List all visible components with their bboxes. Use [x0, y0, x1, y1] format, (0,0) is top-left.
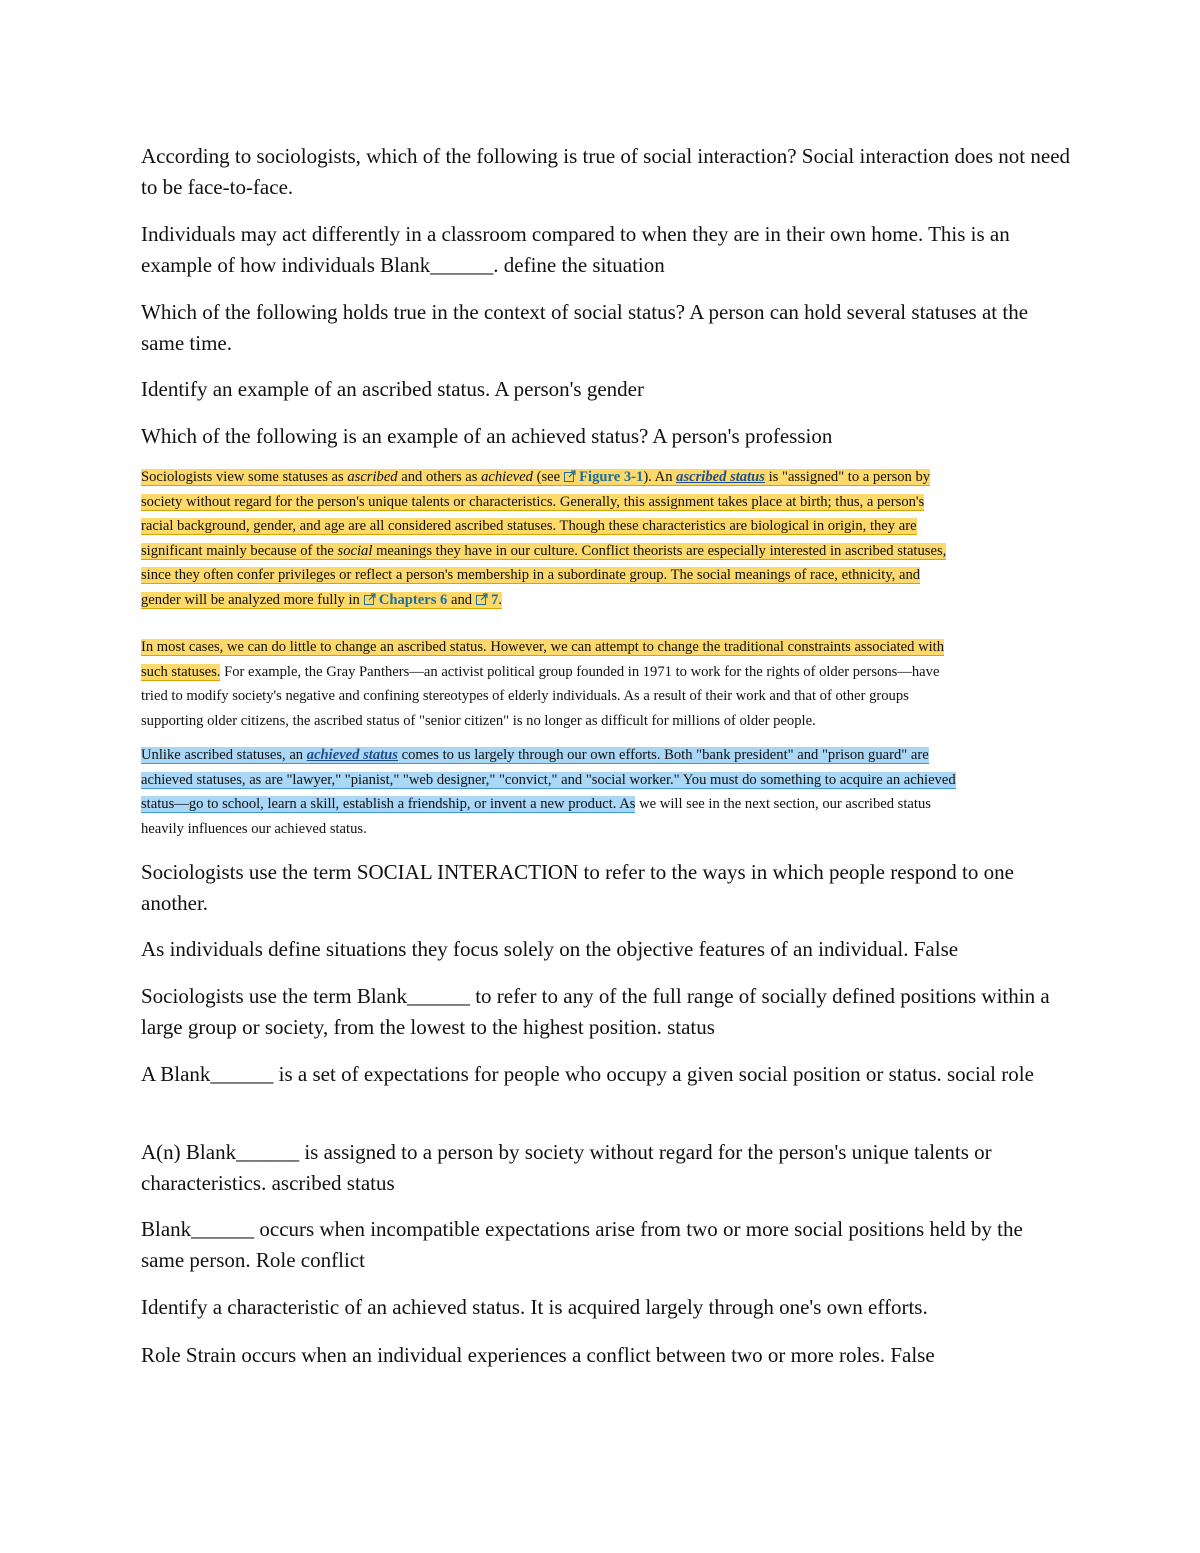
qa-item: A Blank______ is a set of expectations for people who occupy a given social position or status. social role — [141, 1062, 1034, 1086]
excerpt-text: (see — [532, 469, 561, 485]
qa-item: Blank______ occurs when incompatible expectations arise from two or more social positions held by the same person. Role conflict — [141, 1217, 1023, 1272]
excerpt-emphasis: ascribed — [347, 469, 398, 485]
qa-item: Which of the following is an example of an achieved status? A person's profession — [141, 424, 833, 448]
excerpt-emphasis: social — [337, 542, 373, 559]
qa-item: Sociologists use the term Blank______ to refer to any of the full range of socially defined positions within a large group or society, from the lowest to the highest position. status — [141, 984, 1050, 1039]
excerpt-text: heavily influences our achieved status. — [141, 820, 367, 837]
figure-link[interactable]: Figure 3-1 — [579, 469, 644, 485]
external-link-icon[interactable] — [364, 593, 376, 605]
textbook-excerpt-ascribed — [141, 465, 1071, 613]
excerpt-text: since they often confer privileges or reflect a person's membership in a subordinate group. The social meanings of race, ethnicity, and — [141, 567, 921, 584]
qa-item: Role Strain occurs when an individual experiences a conflict between two or more roles. False — [141, 1343, 935, 1367]
excerpt-text: ). An — [643, 469, 677, 485]
key-term-ascribed-status[interactable]: ascribed status — [676, 469, 765, 485]
excerpt-text: For example, the Gray Panthers—an activist political group founded in 1971 to work for the rights of older persons—have — [220, 663, 940, 680]
textbook-excerpt-constraints — [141, 635, 1071, 733]
excerpt-text: achieved statuses, as are "lawyer," "pianist," "web designer," "convict," and "social worker." You must do something to acquire an achieved — [141, 771, 956, 788]
qa-item: Identify an example of an ascribed status. A person's gender — [141, 377, 644, 401]
excerpt-text: we will see in the next section, our ascribed status — [635, 796, 931, 813]
qa-item: As individuals define situations they focus solely on the objective features of an individual. False — [141, 937, 959, 961]
excerpt-text: gender will be analyzed more fully in — [141, 591, 360, 608]
excerpt-text: such statuses. — [141, 663, 221, 680]
excerpt-text: supporting older citizens, the ascribed status of "senior citizen" is no longer as difficult for millions of older people. — [141, 712, 816, 729]
excerpt-emphasis: achieved — [481, 469, 533, 485]
qa-item: Individuals may act differently in a classroom compared to when they are in their own home. This is an example of how individuals Blank______. define the situation — [141, 222, 1010, 277]
excerpt-text: tried to modify society's negative and confining stereotypes of elderly individuals. As a result of their work and that of other groups — [141, 688, 909, 705]
excerpt-text: Unlike ascribed statuses, an — [141, 747, 307, 763]
chapter-link[interactable]: 7 — [491, 591, 499, 608]
external-link-icon[interactable] — [564, 470, 576, 482]
excerpt-text: and — [447, 591, 473, 608]
excerpt-text: Sociologists view some statuses as — [141, 469, 348, 485]
qa-item: A(n) Blank______ is assigned to a person by society without regard for the person's unique talents or characteristics. ascribed status — [141, 1140, 992, 1195]
excerpt-text: meanings they have in our culture. Conflict theorists are especially interested in ascribed statuses, — [372, 542, 947, 559]
excerpt-text: racial background, gender, and age are all considered ascribed statuses. Though these characteristics are biological in origin, they are — [141, 518, 917, 535]
excerpt-text: is "assigned" to a person by — [764, 469, 931, 485]
excerpt-text: status—go to school, learn a skill, establish a friendship, or invent a new product. As — [141, 796, 636, 813]
external-link-icon[interactable] — [476, 593, 488, 605]
qa-item: According to sociologists, which of the following is true of social interaction? Social interaction does not need to be face-to-face. — [141, 144, 1071, 199]
qa-item: Sociologists use the term SOCIAL INTERACTION to refer to the ways in which people respond to one another. — [141, 860, 1014, 915]
excerpt-text: . — [498, 591, 503, 608]
excerpt-text: significant mainly because of the — [141, 542, 338, 559]
qa-item: Identify a characteristic of an achieved status. It is acquired largely through one's own efforts. — [141, 1295, 928, 1319]
excerpt-text: comes to us largely through our own efforts. Both "bank president" and "prison guard" are — [397, 747, 929, 763]
textbook-excerpt-achieved — [141, 743, 1071, 841]
excerpt-text: society without regard for the person's unique talents or characteristics. Generally, this assignment takes place at birth; thus, a person's — [141, 493, 925, 510]
key-term-achieved-status[interactable]: achieved status — [306, 747, 398, 763]
excerpt-text: In most cases, we can do little to change an ascribed status. However, we can attempt to change the traditional constraints associated with — [141, 639, 945, 655]
qa-item: Which of the following holds true in the context of social status? A person can hold several statuses at the same time. — [141, 300, 1029, 355]
excerpt-text: and others as — [397, 469, 482, 485]
chapters-link[interactable]: Chapters 6 — [378, 591, 448, 608]
